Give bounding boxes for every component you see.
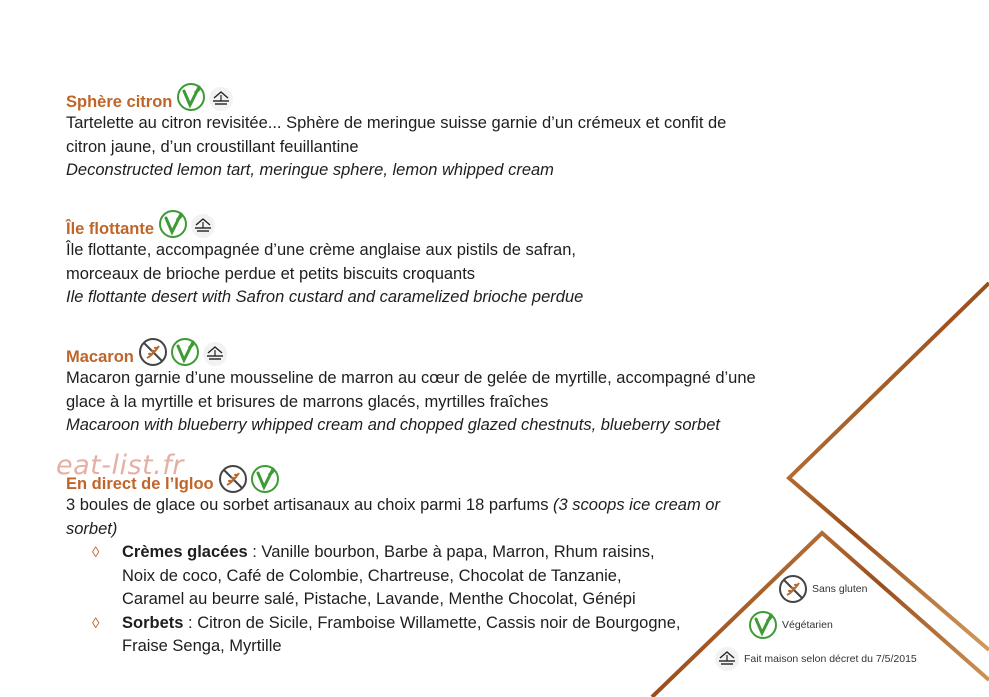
list-item-cremes-glacees [66, 541, 786, 612]
legend-gluten-free [778, 574, 867, 604]
french-description-line: Tartelette au citron revisitée... Sphère de meringue suisse garnie d’un crémeux et confit de [66, 114, 727, 132]
flavor-line: : Vanille bourbon, Barbe à papa, Marron, Rhum raisins, [247, 543, 655, 561]
vegetarian-icon [170, 337, 200, 367]
vegetarian-icon [250, 464, 280, 494]
french-description-line: morceaux de brioche perdue et petits biscuits croquants [66, 264, 476, 283]
dessert-item-macaron [66, 333, 786, 438]
legend-label: Sans gluten [812, 583, 868, 595]
flavor-line: Noix de coco, Café de Colombie, Chartreuse, Chocolat de Tanzanie, [122, 566, 622, 585]
vegetarian-icon [158, 209, 188, 239]
igloo-description-en: (3 scoops ice cream or [553, 496, 720, 514]
gluten-free-icon [778, 574, 808, 604]
legend-label: Fait maison selon décret du 7/5/2015 [744, 653, 917, 665]
gluten-free-icon [218, 464, 248, 494]
diamond-bullet-icon: ◊ [92, 544, 100, 561]
list-item-label: Sorbets [122, 613, 184, 632]
diamond-bullet-icon: ◊ [92, 614, 100, 632]
flavor-line: : Citron de Sicile, Framboise Willamette, Cassis noir de Bourgogne, [183, 613, 681, 632]
list-item-label: Crèmes glacées [122, 543, 248, 561]
english-description: Ile flottante desert with Safron custard and caramelized brioche perdue [66, 288, 584, 306]
english-description: Macaroon with blueberry whipped cream and chopped glazed chestnuts, blueberry sorbet [66, 416, 720, 434]
english-description: Deconstructed lemon tart, meringue sphere, lemon whipped cream [66, 161, 554, 179]
dish-title: En direct de l’Igloo [66, 475, 214, 493]
igloo-description-en-continued: sorbet) [66, 519, 118, 538]
homemade-icon [190, 213, 216, 239]
igloo-description-fr: 3 boules de glace ou sorbet artisanaux au choix parmi 18 parfums [66, 496, 549, 514]
homemade-icon [208, 86, 234, 112]
french-description-line: Île flottante, accompagnée d’une crème anglaise aux pistils de safran, [66, 241, 576, 259]
legend-vegetarian [748, 610, 833, 640]
list-item-sorbets [66, 612, 786, 659]
gluten-free-icon [138, 337, 168, 367]
watermark: eat-list.fr [56, 450, 184, 481]
flavor-list [66, 541, 786, 659]
dish-title: Sphère citron [66, 93, 173, 111]
legend-homemade [714, 646, 917, 672]
homemade-icon [714, 646, 740, 672]
flavor-line: Caramel au beurre salé, Pistache, Lavande, Menthe Chocolat, Génépi [122, 590, 636, 608]
dish-title: Île flottante [66, 220, 155, 238]
flavor-line: Fraise Senga, Myrtille [122, 637, 282, 655]
french-description-line: citron jaune, d’un croustillant feuillantine [66, 137, 359, 156]
dessert-item-igloo [66, 460, 786, 659]
french-description-line: glace à la myrtille et brisures de marrons glacés, myrtilles fraîches [66, 392, 549, 411]
vegetarian-icon [176, 82, 206, 112]
french-description-line: Macaron garnie d’une mousseline de marron au cœur de gelée de myrtille, accompagné d’une [66, 369, 756, 387]
dessert-item-ile-flottante [66, 205, 786, 310]
dish-title: Macaron [66, 348, 134, 366]
legend-label: Végétarien [782, 619, 833, 631]
vegetarian-icon [748, 610, 778, 640]
dessert-item-sphere-citron [66, 78, 786, 183]
igloo-description [66, 494, 786, 518]
homemade-icon [202, 341, 228, 367]
